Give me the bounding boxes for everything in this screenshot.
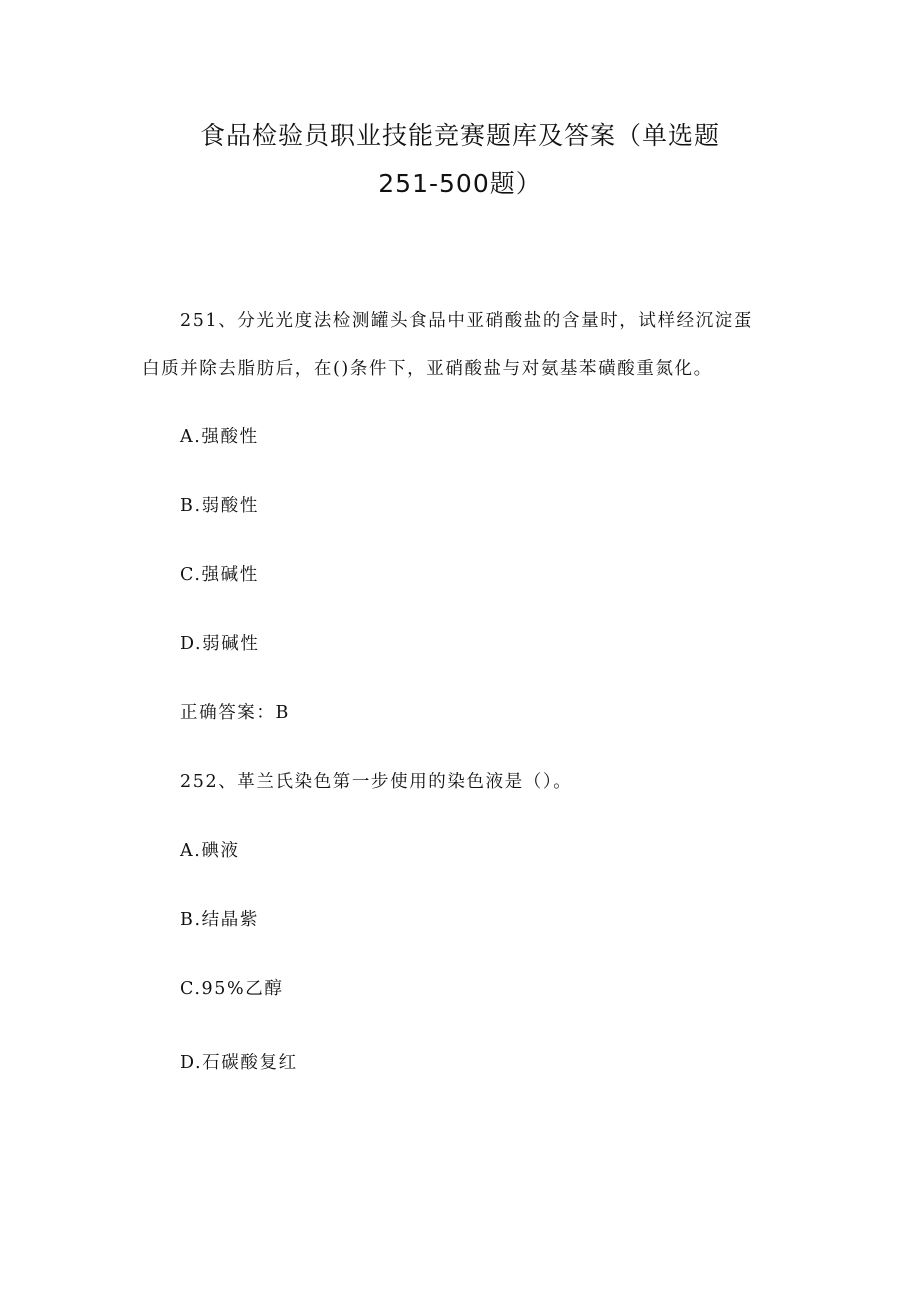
option-a: A.碘液 — [180, 841, 240, 861]
correct-answer: 正确答案：B — [180, 703, 290, 723]
question-stem-line-2: 白质并除去脂肪后，在()条件下，亚硝酸盐与对氨基苯磺酸重氮化。 — [142, 359, 713, 379]
document-title-line-2: 251-500题） — [378, 169, 542, 198]
option-b: B.弱酸性 — [180, 496, 259, 516]
option-b: B.结晶紫 — [180, 910, 259, 930]
document-title-line-1: 食品检验员职业技能竞赛题库及答案（单选题 — [199, 121, 720, 150]
option-d: D.石碳酸复红 — [180, 1053, 298, 1073]
option-d: D.弱碱性 — [180, 634, 260, 654]
option-c: C.95%乙醇 — [180, 979, 284, 999]
question-stem-line-1: 251、分光光度法检测罐头食品中亚硝酸盐的含量时，试样经沉淀蛋 — [180, 311, 753, 331]
option-a: A.强酸性 — [180, 427, 259, 447]
option-c: C.强碱性 — [180, 565, 259, 585]
question-stem-line-1: 252、革兰氏染色第一步使用的染色液是（）。 — [180, 772, 573, 792]
